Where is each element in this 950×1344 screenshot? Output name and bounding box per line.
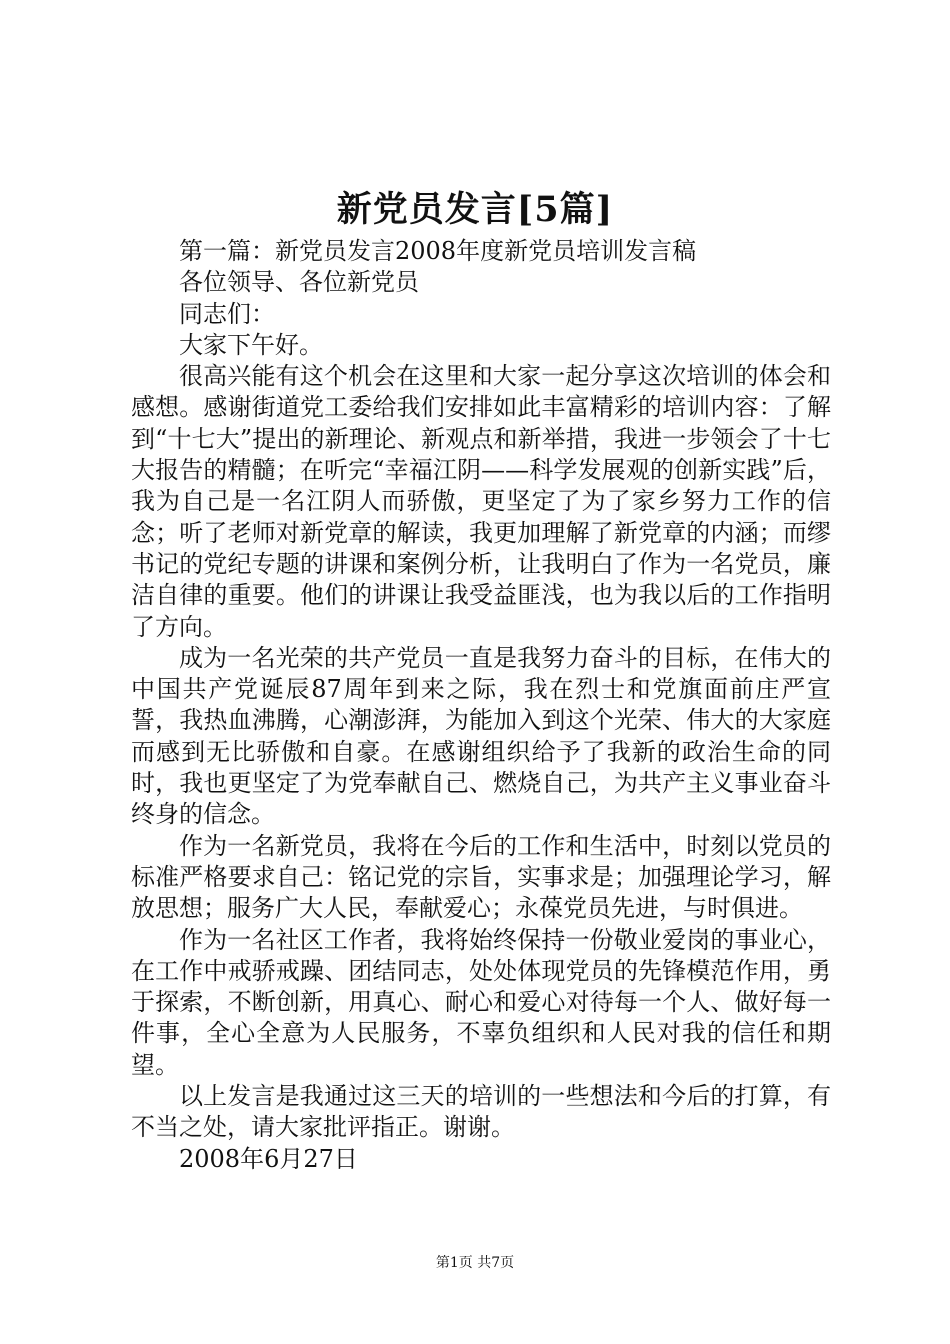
paragraph-date: 2008年6月27日 [179, 1144, 358, 1173]
paragraph-heading: 第一篇：新党员发言2008年度新党员培训发言稿 [179, 237, 697, 265]
paragraph-salutation: 各位领导、各位新党员 [179, 268, 419, 297]
paragraph-body: 作为一名社区工作者，我将始终保持一份敬业爱岗的事业心，在工作中戒骄戒躁、团结同志，处处体现党员的先锋模范作用，勇于探索，不断创新，用真心、耐心和爱心对待每一个人、做好每一件事，全心全意为人民服务，不辜负组织和人民对我的信任和期望。 [131, 925, 831, 1079]
paragraph-salutation-2: 同志们： [179, 299, 275, 328]
paragraph-greeting: 大家下午好。 [179, 330, 323, 359]
paragraph-body: 作为一名新党员，我将在今后的工作和生活中，时刻以党员的标准严格要求自己：铭记党的宗旨，实事求是；加强理论学习，解放思想；服务广大人民，奉献爱心；永葆党员先进，与时俱进。 [131, 831, 831, 923]
page-footer: 第1页 共7页 [435, 1255, 515, 1271]
paragraph-closing: 以上发言是我通过这三天的培训的一些想法和今后的打算，有不当之处，请大家批评指正。谢谢。 [131, 1082, 831, 1142]
document-title: 新党员发言[5篇] [336, 189, 614, 230]
paragraph-body: 成为一名光荣的共产党员一直是我努力奋斗的目标，在伟大的中国共产党诞辰87周年到来之际，我在烈士和党旗面前庄严宣誓，我热血沸腾，心潮澎湃，为能加入到这个光荣、伟大的大家庭而感到无比骄傲和自豪。在感谢组织给予了我新的政治生命的同时，我也更坚定了为党奉献自己、燃烧自己，为共产主义事业奋斗终身的信念。 [131, 643, 831, 829]
document-body [131, 236, 831, 1175]
paragraph-body: 很高兴能有这个机会在这里和大家一起分享这次培训的体会和感想。感谢街道党工委给我们安排如此丰富精彩的培训内容：了解到“十七大”提出的新理论、新观点和新举措，我进一步领会了十七大报告的精髓；在听完“幸福江阴——科学发展观的创新实践”后，我为自己是一名江阴人而骄傲，更坚定了为了家乡努力工作的信念；听了老师对新党章的解读，我更加理解了新党章的内涵；而缪书记的党纪专题的讲课和案例分析，让我明白了作为一名党员，廉洁自律的重要。他们的讲课让我受益匪浅，也为我以后的工作指明了方向。 [131, 362, 831, 641]
